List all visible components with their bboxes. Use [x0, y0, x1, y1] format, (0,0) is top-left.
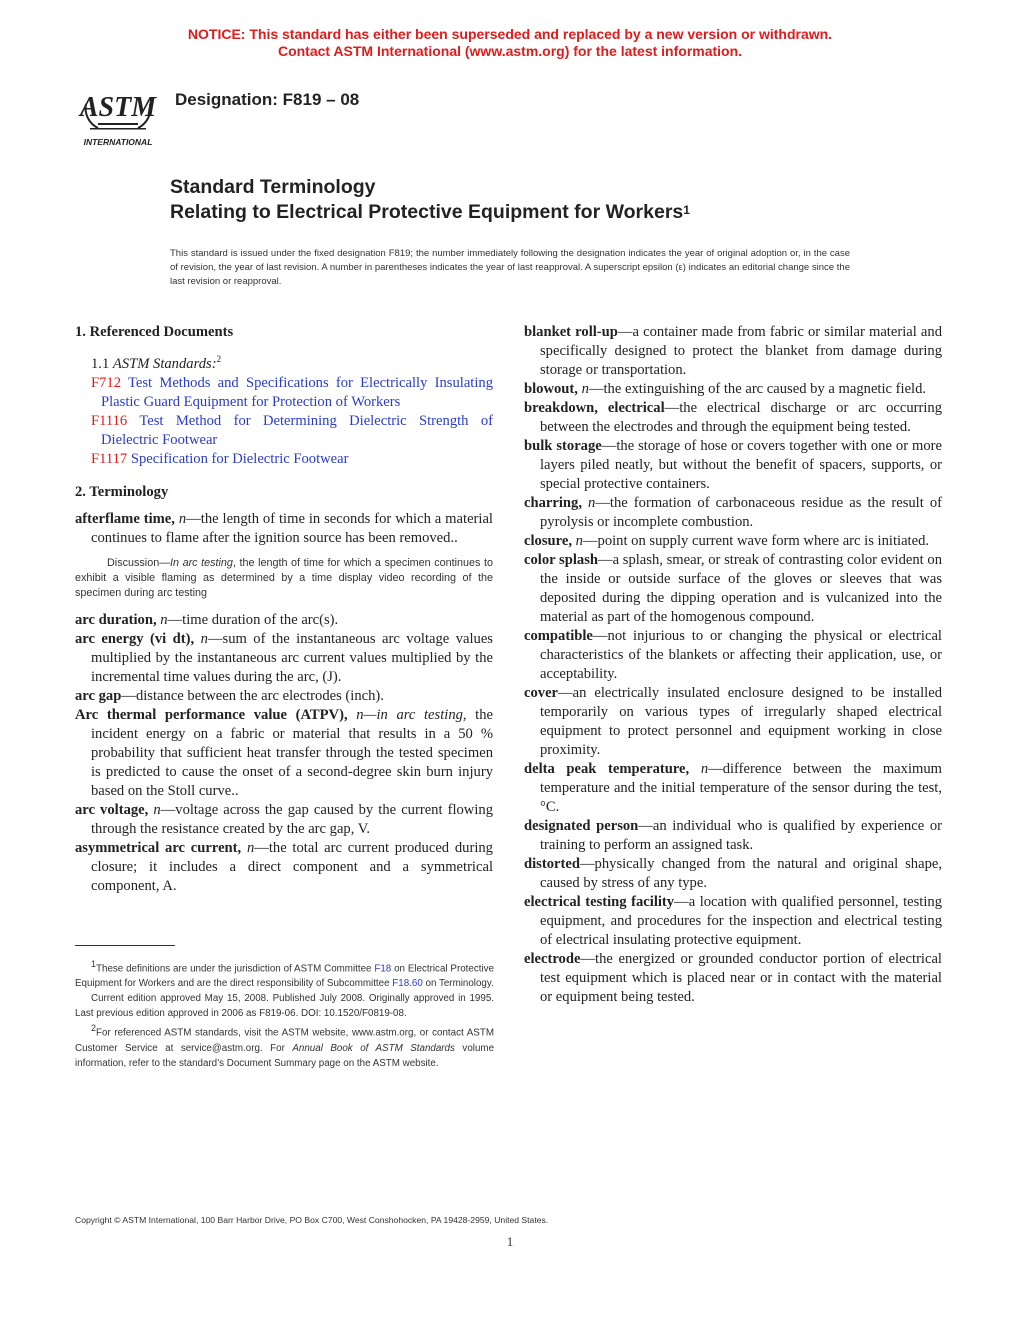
- term-name: Arc thermal performance value (ATPV),: [75, 706, 348, 723]
- term-entry: [524, 817, 942, 855]
- subcommittee-link[interactable]: F18.60: [392, 978, 423, 990]
- term-definition: —distance between the arc electrodes (inch).: [121, 687, 384, 704]
- page-number: 1: [506, 1234, 514, 1249]
- footnote-1-text-c: on Terminology.: [422, 978, 494, 990]
- reference-item[interactable]: [75, 450, 493, 469]
- astm-logo: [76, 78, 160, 150]
- footnotes: [75, 957, 494, 1071]
- footnote-rule: [75, 945, 175, 946]
- left-term-list: [75, 611, 493, 896]
- term-name: color splash: [524, 552, 598, 568]
- term-entry: [524, 551, 942, 627]
- footnote-2-text-a: For referenced ASTM standards, visit the ASTM website, www.astm.org, or contact ASTM Customer Service at service@astm.org. For: [75, 1027, 494, 1054]
- term-entry: [524, 399, 942, 437]
- term-name: blanket roll-up: [524, 324, 618, 340]
- committee-link[interactable]: F18: [374, 963, 392, 975]
- astm-logo-icon: [76, 78, 160, 150]
- term-name: arc duration,: [75, 611, 157, 628]
- term-pos: n: [160, 611, 168, 628]
- term-pos: n: [200, 630, 208, 647]
- logo-label: INTERNATIONAL: [83, 137, 153, 147]
- right-term-list: [524, 323, 942, 1007]
- sub-number: 1.1: [91, 355, 110, 372]
- term-name: bulk storage: [524, 438, 602, 454]
- term-entry: [524, 855, 942, 893]
- reference-code[interactable]: F712: [91, 374, 122, 391]
- right-column: [524, 323, 942, 1007]
- title-footnote-mark: 1: [683, 203, 690, 217]
- reference-code[interactable]: F1117: [91, 450, 128, 467]
- term-name: distorted: [524, 856, 580, 872]
- sub-footnote-mark: 2: [216, 354, 222, 364]
- section-2-heading: 2. Terminology: [75, 483, 169, 500]
- term-definition: —difference between the maximum temperature and the initial temperature of the sensor during the test, °C.: [540, 761, 943, 815]
- term-entry: [75, 706, 493, 801]
- term-definition: —a splash, smear, or streak of contrasting color evident on the inside or outside surface of the gloves or sleeves that was deposited during the dipping operation and is vulcanized into the material as part of the homogenous compound.: [540, 552, 942, 625]
- term-name: arc gap: [75, 687, 122, 704]
- footnote-1-text-b: on Electrical Protective Equipment for Workers and are the direct responsibility of Subcommittee: [75, 963, 494, 990]
- notice-line-1: NOTICE: This standard has either been superseded and replaced by a new version or withdrawn.: [187, 26, 833, 42]
- term-entry: [524, 760, 942, 817]
- term-pos: n—in arc testing: [356, 706, 463, 723]
- term-definition: —time duration of the arc(s).: [167, 611, 339, 628]
- logo-mark-text: ASTM: [79, 92, 157, 123]
- term-definition: —an individual who is qualified by experience or training to perform an assigned task.: [540, 818, 942, 853]
- term-definition: —physically changed from the natural and original shape, caused by stress of any type.: [540, 856, 942, 891]
- astm-standards-subhead: [75, 350, 493, 374]
- footnote-2-mark: 2: [91, 1023, 97, 1034]
- footnote-1-edition: Current edition approved May 15, 2008. Published July 2008. Originally approved in 1995. Last previous edition approved in 2006 as F819-06. DOI: 10.1520/F0819-08.: [75, 993, 494, 1020]
- designation: Designation: F819 – 08: [175, 90, 360, 109]
- term-name: arc voltage,: [75, 801, 149, 818]
- term-name: designated person: [524, 818, 639, 834]
- copyright: Copyright © ASTM International, 100 Barr Harbor Drive, PO Box C700, West Conshohocken, PA 19428-2959, United States.: [75, 1215, 549, 1225]
- term-entry: [75, 630, 493, 687]
- term-definition: —the energized or grounded conductor portion of electrical test equipment which is placed near or in contact with the material or equipment being tested.: [540, 951, 942, 1005]
- term-definition: —a location with qualified personnel, testing equipment, and procedures for the inspection and electrical testing of electrical insulating protective equipment.: [540, 894, 942, 948]
- footnote-1: [75, 957, 494, 991]
- term-pos: n: [575, 533, 583, 549]
- title-line-2-text: Relating to Electrical Protective Equipment for Workers: [170, 201, 684, 223]
- term-entry: [524, 532, 942, 551]
- term-pos: n: [588, 495, 596, 511]
- discussion-label: Discussion—: [107, 556, 170, 569]
- footnote-2-italic: Annual Book of ASTM Standards: [292, 1042, 455, 1054]
- term-name: closure,: [524, 533, 572, 549]
- term-entry: [75, 611, 493, 630]
- reference-item[interactable]: [75, 374, 493, 412]
- section-1-heading: 1. Referenced Documents: [75, 324, 234, 340]
- term-entry: [524, 494, 942, 532]
- term-definition: —the formation of carbonaceous residue as the result of pyrolysis or incomplete combustion.: [540, 495, 942, 530]
- term-name: breakdown, electrical: [524, 400, 665, 416]
- reference-code[interactable]: F1116: [91, 412, 128, 429]
- footnote-1-text-a: These definitions are under the jurisdiction of ASTM Committee: [96, 963, 375, 975]
- term-definition: —the total arc current produced during closure; it includes a direct component and a symmetrical component, A.: [91, 839, 493, 894]
- preface-note: This standard is issued under the fixed designation F819; the number immediately following the designation indicates the year of original adoption or, in the case of revision, the year of last revision. A number in parentheses indicates the year of last reapproval. A superscript epsilon (ε) indicates an editorial change since the last revision or reapproval.: [170, 248, 850, 287]
- term-entry: [75, 510, 493, 548]
- term-definition: —voltage across the gap caused by the current flowing through the resistance created by the arc gap, V.: [91, 801, 493, 837]
- term-definition: —the extinguishing of the arc caused by a magnetic field.: [588, 381, 927, 397]
- term-pos: n: [700, 761, 709, 777]
- term-definition: —the storage of hose or covers together with one or more layers piled neatly, but without the benefit of spacers, supports, or special protective containers.: [540, 438, 942, 492]
- term-entry: [524, 437, 942, 494]
- left-column: [75, 323, 493, 896]
- term-name: asymmetrical arc current,: [75, 839, 242, 856]
- discussion-note: [75, 556, 493, 601]
- footnote-2-text-b: volume information, refer to the standard’s Document Summary page on the ASTM website.: [75, 1042, 495, 1069]
- term-entry: [524, 684, 942, 760]
- term-name: cover: [524, 685, 559, 701]
- term-name: electrical testing facility: [524, 894, 675, 910]
- term-pos: n: [581, 381, 589, 397]
- term-definition: —not injurious to or changing the physical or electrical characteristics of the blankets or affecting their application, use, or acceptability.: [540, 628, 942, 682]
- term-name: arc energy (vi dt),: [75, 630, 195, 647]
- term-definition: , the incident energy on a fabric or material that results in a 50 % probability that sufficient heat transfer through the tested specimen is predicted to cause the onset of a second-degree skin burn injury based on the Stoll curve..: [91, 706, 494, 799]
- discussion-italic: In arc testing: [170, 556, 233, 569]
- term-name: electrode: [524, 951, 581, 967]
- term-pos: n: [246, 839, 255, 856]
- term-name: delta peak temperature,: [524, 761, 690, 777]
- term-definition: —sum of the instantaneous arc voltage values multiplied by the instantaneous arc current values multiplied by the incremental time values during the arc, (J).: [91, 630, 493, 685]
- term-entry: [75, 687, 493, 706]
- term-definition: —the length of time in seconds for which a material continues to flame after the ignition source has been removed..: [91, 510, 493, 546]
- reference-title[interactable]: Test Methods and Specifications for Electrically Insulating Plastic Guard Equipment for Protection of Workers: [101, 374, 493, 410]
- term-entry: [524, 323, 942, 380]
- footnote-2: [75, 1021, 494, 1070]
- term-entry: [75, 801, 493, 839]
- page-title: [170, 175, 690, 225]
- term-name: blowout,: [524, 381, 578, 397]
- title-line-2: [170, 200, 690, 225]
- footnote-1-mark: 1: [91, 959, 97, 969]
- notice-banner: [0, 26, 1020, 60]
- term-entry: [75, 839, 493, 896]
- term-entry: [524, 380, 942, 399]
- reference-item[interactable]: [75, 412, 493, 450]
- title-line-1: Standard Terminology: [170, 176, 376, 198]
- term-name: afterflame time,: [75, 510, 175, 527]
- term-definition: —an electrically insulated enclosure designed to be installed temporarily on various types of irregularly shaped electrical equipment to protect personnel and equipment working in close proximity.: [540, 685, 942, 758]
- term-entry: [524, 627, 942, 684]
- term-name: compatible: [524, 628, 593, 644]
- term-pos: n: [178, 510, 187, 527]
- term-entry: [524, 893, 942, 950]
- term-name: charring,: [524, 495, 582, 511]
- discussion-text: , the length of time for which a specimen continues to exhibit a visible flaming as determined by a time display video recording of the specimen during arc testing: [75, 556, 493, 599]
- notice-line-2: Contact ASTM International (www.astm.org) for the latest information.: [277, 43, 743, 59]
- term-entry: [524, 950, 942, 1007]
- reference-title[interactable]: Specification for Dielectric Footwear: [130, 450, 349, 467]
- term-definition: —the electrical discharge or arc occurring between the electrodes and through the equipment being tested.: [540, 400, 943, 435]
- term-definition: —point on supply current wave form where arc is initiated.: [582, 533, 930, 549]
- term-pos: n: [153, 801, 161, 818]
- term-definition: —a container made from fabric or similar material and specifically designed to protect the blanket from damage during storage or transportation.: [540, 324, 942, 378]
- reference-title[interactable]: Test Method for Determining Dielectric Strength of Dielectric Footwear: [101, 412, 493, 448]
- sub-text: ASTM Standards:: [112, 355, 217, 372]
